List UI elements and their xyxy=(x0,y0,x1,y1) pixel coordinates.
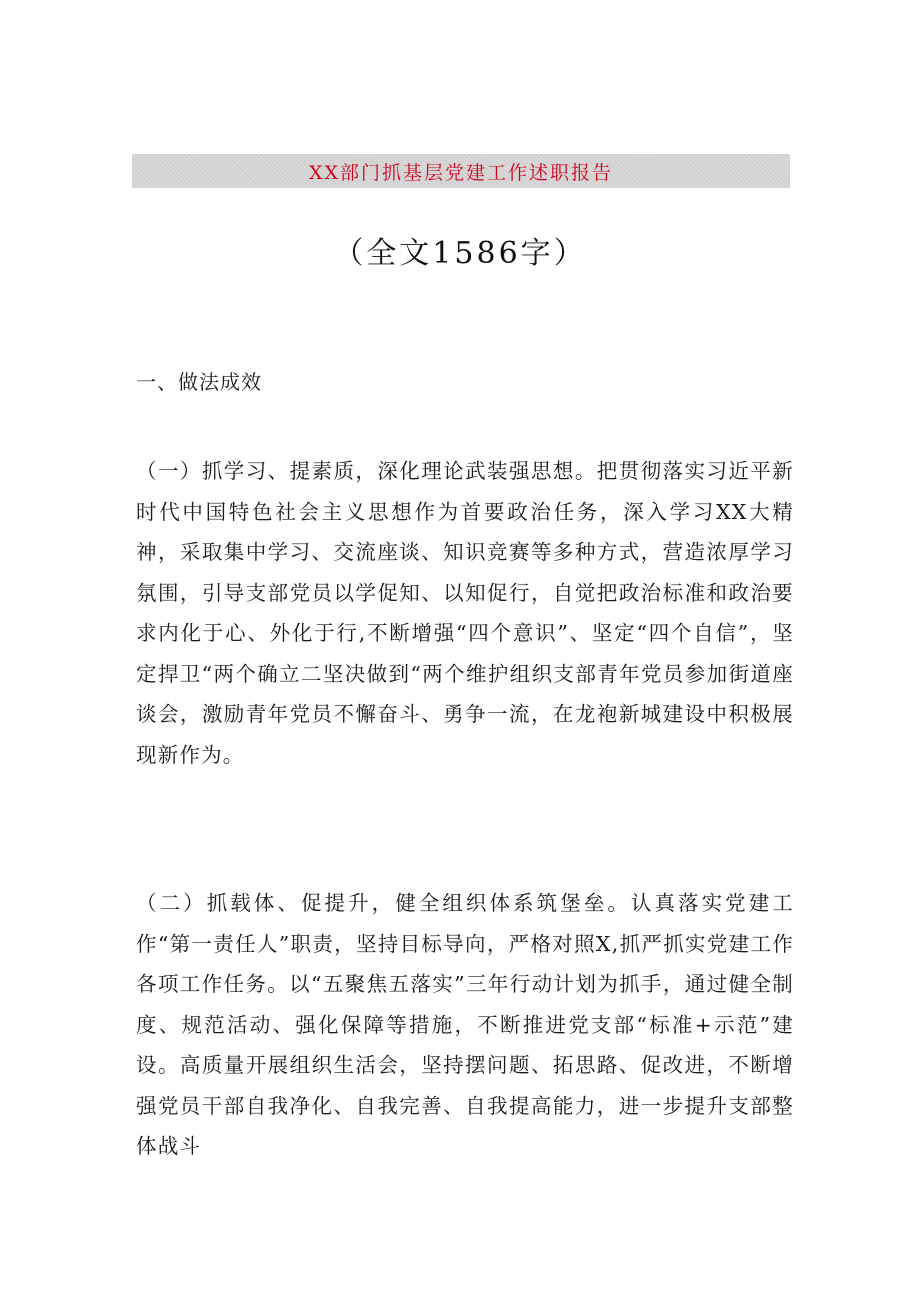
document-title: XX部门抓基层党建工作述职报告 xyxy=(308,161,614,184)
word-count-subtitle: （全文1586字） xyxy=(333,236,587,271)
section-heading: 一、做法成效 xyxy=(136,370,262,394)
title-banner xyxy=(132,154,790,188)
paragraph-1: （一）抓学习、提素质，深化理论武装强思想。把贯彻落实习近平新时代中国特色社会主义思想作为首要政治任务，深入学习XX大精神，采取集中学习、交流座谈、知识竞赛等多种方式，营造浓厚学习氛围，引导支部党员以学促知、以知促行，自觉把政治标准和政治要求内化于心、外化于行,不断增强“四个意识”、坚定“四个自信”，坚定捍卫“两个确立二坚决做到“两个维护组织支部青年党员参加街道座谈会，激励青年党员不懈奋斗、勇争一流，在龙袍新城建设中积极展现新作为。 xyxy=(136,459,794,767)
paragraph-2: （二）抓载体、促提升，健全组织体系筑堡垒。认真落实党建工作“第一责任人”职责，坚持目标导向，严格对照X,抓严抓实党建工作各项工作任务。以“五聚焦五落实”三年行动计划为抓手，通过健全制度、规范活动、强化保障等措施，不断推进党支部“标准+示范”建设。高质量开展组织生活会，坚持摆问题、拓思路、促改进，不断增强党员干部自我净化、自我完善、自我提高能力，进一步提升支部整体战斗 xyxy=(136,891,794,1158)
